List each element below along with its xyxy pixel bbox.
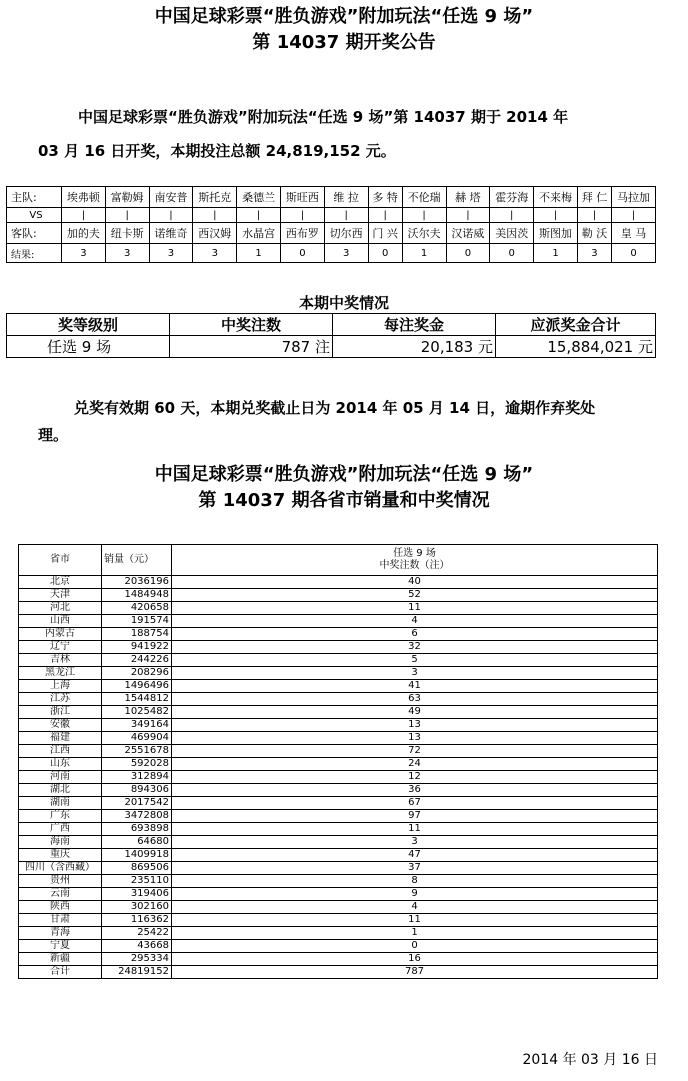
sales-header: 销量（元）: [102, 545, 172, 576]
province-sales: 208296: [102, 667, 172, 680]
province-wins: 12: [172, 771, 658, 784]
province-wins: 4: [172, 901, 658, 914]
result-row: [7, 244, 656, 263]
province-row: [19, 576, 658, 589]
home-team: 维 拉: [324, 187, 368, 208]
province-row: [19, 940, 658, 953]
vs-label: VS: [7, 208, 62, 223]
province-row: [19, 927, 658, 940]
vs-separator: |: [446, 208, 490, 223]
prize-header-count: 中奖注数: [170, 314, 333, 336]
home-team: 不来梅: [534, 187, 578, 208]
prize-header-total: 应派奖金合计: [496, 314, 656, 336]
match-result: 3: [149, 244, 193, 263]
match-result: 1: [402, 244, 446, 263]
vs-separator: |: [402, 208, 446, 223]
province-row: [19, 693, 658, 706]
province-sales: 1544812: [102, 693, 172, 706]
vs-separator: |: [368, 208, 402, 223]
province-name: 云南: [19, 888, 102, 901]
province-name: 江西: [19, 745, 102, 758]
province-sales: 1409918: [102, 849, 172, 862]
home-team: 斯旺西: [280, 187, 324, 208]
province-name: 黑龙江: [19, 667, 102, 680]
home-row: [7, 187, 656, 208]
match-result: 3: [577, 244, 611, 263]
sales-subtitle: 第 14037 期各省市销量和中奖情况: [198, 490, 490, 511]
match-result: 0: [280, 244, 324, 263]
wins-header-line2: 中奖注数（注）: [379, 560, 450, 571]
province-name: 上海: [19, 680, 102, 693]
province-sales: 869506: [102, 862, 172, 875]
away-team: 加的夫: [62, 223, 106, 244]
province-name: 吉林: [19, 654, 102, 667]
province-sales: 349164: [102, 719, 172, 732]
province-wins: 49: [172, 706, 658, 719]
province-wins: 37: [172, 862, 658, 875]
province-wins: 6: [172, 628, 658, 641]
prize-amount: 20,183 元: [333, 336, 496, 358]
province-wins: 97: [172, 810, 658, 823]
province-wins: 40: [172, 576, 658, 589]
vs-separator: |: [237, 208, 281, 223]
province-name: 山西: [19, 615, 102, 628]
province-wins: 72: [172, 745, 658, 758]
province-row: [19, 615, 658, 628]
province-sales: 302160: [102, 901, 172, 914]
province-name: 北京: [19, 576, 102, 589]
home-team: 埃弗顿: [62, 187, 106, 208]
home-team: 赫 塔: [446, 187, 490, 208]
province-name: 河北: [19, 602, 102, 615]
province-wins: 1: [172, 927, 658, 940]
province-name: 青海: [19, 927, 102, 940]
province-name: 宁夏: [19, 940, 102, 953]
match-result: 3: [105, 244, 149, 263]
away-row: [7, 223, 656, 244]
province-wins: 41: [172, 680, 658, 693]
province-row: [19, 888, 658, 901]
province-row: [19, 628, 658, 641]
province-wins: 16: [172, 953, 658, 966]
result-label: 结果:: [7, 244, 62, 263]
province-sales: 3472808: [102, 810, 172, 823]
province-name: 新疆: [19, 953, 102, 966]
home-team: 拜 仁: [577, 187, 611, 208]
wins-header: [172, 545, 658, 576]
match-result: 3: [193, 244, 237, 263]
province-sales: 43668: [102, 940, 172, 953]
province-row: [19, 602, 658, 615]
prize-level: 任选 9 场: [7, 336, 170, 358]
match-result: 0: [368, 244, 402, 263]
away-team: 水晶宫: [237, 223, 281, 244]
province-sales: 312894: [102, 771, 172, 784]
province-name: 贵州: [19, 875, 102, 888]
province-name: 辽宁: [19, 641, 102, 654]
page-title: 中国足球彩票“胜负游戏”附加玩法“任选 9 场”: [154, 6, 534, 27]
match-result: 0: [446, 244, 490, 263]
vs-row: [7, 208, 656, 223]
province-row: [19, 641, 658, 654]
prize-caption: 本期中奖情况: [298, 294, 389, 312]
province-wins: 11: [172, 602, 658, 615]
province-row: [19, 823, 658, 836]
province-row: [19, 810, 658, 823]
province-name: 山东: [19, 758, 102, 771]
province-name: 陕西: [19, 901, 102, 914]
province-wins: 3: [172, 667, 658, 680]
province-name: 甘肃: [19, 914, 102, 927]
prize-table: [6, 313, 656, 358]
province-wins: 67: [172, 797, 658, 810]
province-wins: 36: [172, 784, 658, 797]
province-row: [19, 771, 658, 784]
province-name: 湖北: [19, 784, 102, 797]
prize-total: 15,884,021 元: [496, 336, 656, 358]
province-sales: 941922: [102, 641, 172, 654]
province-name: 福建: [19, 732, 102, 745]
province-sales: 319406: [102, 888, 172, 901]
province-sales: 894306: [102, 784, 172, 797]
province-name: 合计: [19, 966, 102, 979]
away-team: 诺维奇: [149, 223, 193, 244]
province-sales: 1484948: [102, 589, 172, 602]
province-wins: 9: [172, 888, 658, 901]
province-name: 内蒙古: [19, 628, 102, 641]
province-sales: 25422: [102, 927, 172, 940]
province-row: [19, 784, 658, 797]
province-sales: 295334: [102, 953, 172, 966]
province-wins: 11: [172, 914, 658, 927]
vs-separator: |: [280, 208, 324, 223]
prize-row: [7, 336, 656, 358]
province-sales: 244226: [102, 654, 172, 667]
province-row: [19, 862, 658, 875]
province-name: 重庆: [19, 849, 102, 862]
home-team: 马拉加: [612, 187, 656, 208]
province-sales: 693898: [102, 823, 172, 836]
away-team: 西汉姆: [193, 223, 237, 244]
province-row: [19, 667, 658, 680]
away-team: 沃尔夫: [402, 223, 446, 244]
province-wins: 47: [172, 849, 658, 862]
intro-line-1: 中国足球彩票“胜负游戏”附加玩法“任选 9 场”第 14037 期于 2014 年: [78, 108, 569, 126]
province-row: [19, 758, 658, 771]
province-sales: 1025482: [102, 706, 172, 719]
province-name: 四川（含西藏）: [19, 862, 102, 875]
province-wins: 24: [172, 758, 658, 771]
province-sales: 592028: [102, 758, 172, 771]
province-wins: 32: [172, 641, 658, 654]
province-row: [19, 654, 658, 667]
province-sales: 235110: [102, 875, 172, 888]
match-result: 1: [237, 244, 281, 263]
province-wins: 8: [172, 875, 658, 888]
province-row: [19, 745, 658, 758]
province-sales: 2017542: [102, 797, 172, 810]
home-team: 斯托克: [193, 187, 237, 208]
match-result: 0: [612, 244, 656, 263]
province-wins: 11: [172, 823, 658, 836]
home-team: 南安普: [149, 187, 193, 208]
province-sales: 1496496: [102, 680, 172, 693]
province-row: [19, 797, 658, 810]
province-sales: 191574: [102, 615, 172, 628]
vs-separator: |: [193, 208, 237, 223]
province-wins: 13: [172, 732, 658, 745]
province-sales: 2551678: [102, 745, 172, 758]
province-name: 江苏: [19, 693, 102, 706]
province-header-row: [19, 545, 658, 576]
vs-separator: |: [490, 208, 534, 223]
province-row: [19, 589, 658, 602]
home-team: 霍芬海: [490, 187, 534, 208]
province-name: 湖南: [19, 797, 102, 810]
province-wins: 52: [172, 589, 658, 602]
match-result: 0: [490, 244, 534, 263]
vs-separator: |: [105, 208, 149, 223]
vs-separator: |: [612, 208, 656, 223]
intro-line-2: 03 月 16 日开奖，本期投注总额 24,819,152 元。: [38, 142, 396, 160]
home-team: 富勒姆: [105, 187, 149, 208]
sales-title: 中国足球彩票“胜负游戏”附加玩法“任选 9 场”: [154, 464, 534, 485]
notice-line-2: 理。: [38, 426, 69, 444]
home-team: 不伦瑞: [402, 187, 446, 208]
match-result: 3: [324, 244, 368, 263]
vs-separator: |: [149, 208, 193, 223]
province-sales: 2036196: [102, 576, 172, 589]
province-table: [18, 544, 658, 979]
province-name: 广东: [19, 810, 102, 823]
home-label: 主队:: [7, 187, 62, 208]
province-row: [19, 836, 658, 849]
away-team: 皇 马: [612, 223, 656, 244]
away-team: 西布罗: [280, 223, 324, 244]
vs-separator: |: [324, 208, 368, 223]
prize-header-level: 奖等级别: [7, 314, 170, 336]
notice-line-1: 兑奖有效期 60 天，本期兑奖截止日为 2014 年 05 月 14 日，逾期作弃奖处: [74, 399, 596, 417]
vs-separator: |: [577, 208, 611, 223]
province-sales: 469904: [102, 732, 172, 745]
away-team: 切尔西: [324, 223, 368, 244]
province-sales: 64680: [102, 836, 172, 849]
vs-separator: |: [62, 208, 106, 223]
match-table: [6, 186, 656, 263]
province-sales: 116362: [102, 914, 172, 927]
away-team: 汉诺威: [446, 223, 490, 244]
province-row: [19, 732, 658, 745]
province-wins: 0: [172, 940, 658, 953]
away-team: 美因茨: [490, 223, 534, 244]
province-sales: 420658: [102, 602, 172, 615]
province-name: 浙江: [19, 706, 102, 719]
province-name: 海南: [19, 836, 102, 849]
province-row: [19, 966, 658, 979]
province-row: [19, 706, 658, 719]
prize-header-amount: 每注奖金: [333, 314, 496, 336]
province-row: [19, 849, 658, 862]
prize-header-row: [7, 314, 656, 336]
province-wins: 13: [172, 719, 658, 732]
province-sales: 24819152: [102, 966, 172, 979]
province-name: 天津: [19, 589, 102, 602]
home-team: 多 特: [368, 187, 402, 208]
prize-count: 787 注: [170, 336, 333, 358]
province-wins: 4: [172, 615, 658, 628]
province-name: 安徽: [19, 719, 102, 732]
province-row: [19, 680, 658, 693]
province-sales: 188754: [102, 628, 172, 641]
match-result: 3: [62, 244, 106, 263]
province-row: [19, 719, 658, 732]
province-row: [19, 875, 658, 888]
away-team: 勒 沃: [577, 223, 611, 244]
away-label: 客队:: [7, 223, 62, 244]
away-team: 门 兴: [368, 223, 402, 244]
vs-separator: |: [534, 208, 578, 223]
province-row: [19, 901, 658, 914]
province-name: 河南: [19, 771, 102, 784]
home-team: 桑德兰: [237, 187, 281, 208]
province-wins: 5: [172, 654, 658, 667]
province-row: [19, 914, 658, 927]
away-team: 斯图加: [534, 223, 578, 244]
province-header: 省市: [19, 545, 102, 576]
province-wins: 3: [172, 836, 658, 849]
match-result: 1: [534, 244, 578, 263]
footer-date: 2014 年 03 月 16 日: [522, 1052, 658, 1068]
province-row: [19, 953, 658, 966]
province-wins: 787: [172, 966, 658, 979]
page-subtitle: 第 14037 期开奖公告: [252, 32, 436, 53]
province-wins: 63: [172, 693, 658, 706]
away-team: 纽卡斯: [105, 223, 149, 244]
wins-header-line1: 任选 9 场: [393, 548, 436, 559]
province-name: 广西: [19, 823, 102, 836]
